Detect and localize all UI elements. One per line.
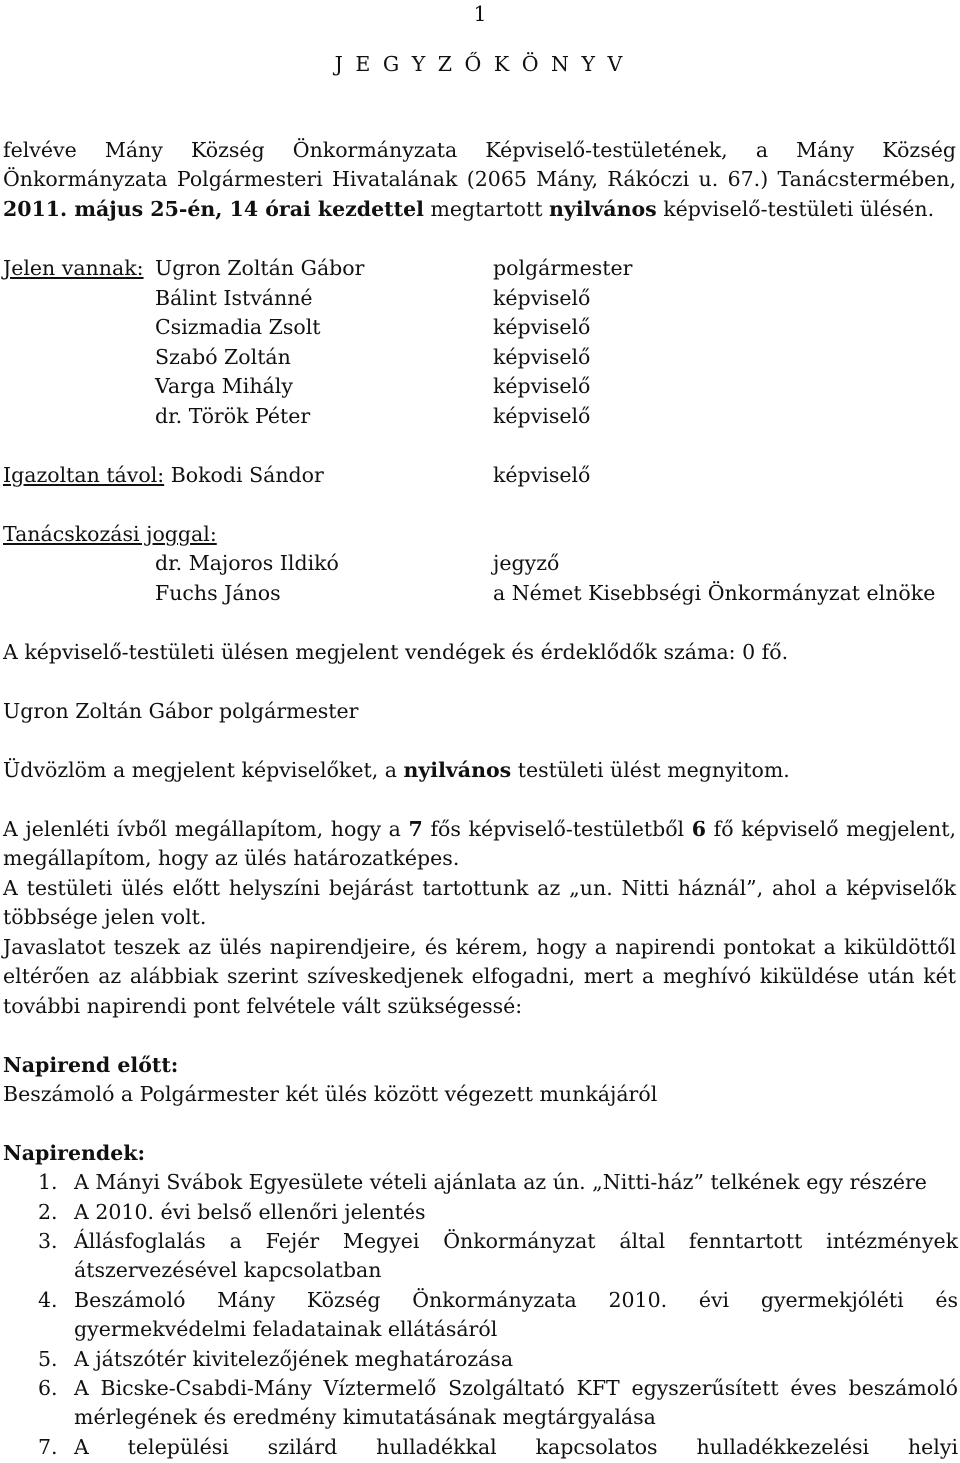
pre-agenda-label: Napirend előtt: <box>3 1053 179 1077</box>
agenda-text: A játszótér kivitelezőjének meghatározása <box>74 1347 514 1371</box>
members-present: 6 <box>691 817 706 841</box>
intro-line-3 <box>3 195 956 224</box>
advisory-role: a Német Kisebbségi Önkormányzat elnöke <box>493 581 936 605</box>
attendee-row <box>0 313 960 343</box>
agenda-number: 7. <box>38 1435 58 1459</box>
member-total: 7 <box>408 817 423 841</box>
proposal-line-1: Javaslatot teszek az ülés napirendjeire, és kérem, hogy a napirendi pontokat a kiküldöttől <box>3 935 956 959</box>
proposal-line-2: eltérően az alábbiak szerint szíveskedjenek elfogadni, mert a meghívó kiküldése után két <box>3 964 956 988</box>
meeting-date: 2011. május 25-én, 14 órai kezdettel <box>3 197 424 221</box>
attendee-name: Csizmadia Zsolt <box>155 315 321 339</box>
attendee-role: képviselő <box>493 374 591 398</box>
intro-end: képviselő-testületi ülésén. <box>656 197 935 221</box>
pre-agenda-item: Beszámoló a Polgármester két ülés között végezett munkájáról <box>3 1082 658 1106</box>
attendee-name: Bálint Istvánné <box>155 286 313 310</box>
advisory-row <box>0 579 960 609</box>
agenda-text: A Bicske-Csabdi-Mány Víztermelő Szolgáltató KFT egyszerűsített éves beszámoló <box>74 1376 958 1400</box>
attendee-row <box>0 284 960 314</box>
agenda-number: 3. <box>38 1229 58 1253</box>
attendee-role: képviselő <box>493 404 591 428</box>
attendee-name: dr. Török Péter <box>155 404 311 428</box>
attendee-role: polgármester <box>493 256 633 280</box>
agenda-text: A Mányi Svábok Egyesülete vételi ajánlata az ún. „Nitti-ház” telkének egy részére <box>74 1170 927 1194</box>
agenda-number: 4. <box>38 1288 58 1312</box>
attendee-name: Varga Mihály <box>155 374 293 398</box>
page-number: 1 <box>473 2 487 26</box>
absent-row <box>0 461 960 491</box>
present-label: Jelen vannak: <box>3 256 144 280</box>
absent-label-and-name <box>3 461 324 490</box>
speaker-heading: Ugron Zoltán Gábor polgármester <box>3 699 359 723</box>
advisory-role: jegyző <box>493 551 560 575</box>
attendee-row <box>0 402 960 432</box>
attendee-role: képviselő <box>493 315 591 339</box>
proposal-line-3: további napirendi pont felvétele vált szükségessé: <box>3 994 523 1018</box>
quorum-line-1: A jelenléti ívből megállapítom, hogy a 7 fős képviselő-testületből 6 fő képviselő megjelent, <box>3 817 957 841</box>
site-visit-line-2: többsége jelen volt. <box>3 905 207 929</box>
agenda-text: A települési szilárd hulladékkal kapcsolatos hulladékkezelési helyi <box>74 1435 958 1459</box>
greeting-bold: nyilvános <box>403 758 512 782</box>
meeting-type: nyilvános <box>549 197 657 221</box>
attendee-row <box>0 343 960 373</box>
attendee-role: képviselő <box>493 286 591 310</box>
document-title: J E G Y Z Ő K Ö N Y V <box>334 52 626 76</box>
agenda-label: Napirendek: <box>3 1141 146 1165</box>
guests-line: A képviselő-testületi ülésen megjelent vendégek és érdeklődők száma: 0 fő. <box>3 640 789 664</box>
advisory-label: Tanácskozási joggal: <box>3 522 217 546</box>
agenda-number: 1. <box>38 1170 58 1194</box>
advisory-label-row <box>0 520 960 550</box>
advisory-name: Fuchs János <box>155 581 281 605</box>
agenda-text-continued: átszervezésével kapcsolatban <box>74 1258 382 1282</box>
agenda-number: 5. <box>38 1347 58 1371</box>
agenda-number: 2. <box>38 1200 58 1224</box>
quorum-line-2: megállapítom, hogy az ülés határozatképes. <box>3 846 460 870</box>
attendee-name: Szabó Zoltán <box>155 345 291 369</box>
agenda-text-continued: gyermekvédelmi feladatainak ellátásáról <box>74 1317 498 1341</box>
intro-mid: megtartott <box>423 197 549 221</box>
attendee-role: képviselő <box>493 345 591 369</box>
attendee-row <box>0 254 960 284</box>
agenda-number: 6. <box>38 1376 58 1400</box>
intro-line-2: Önkormányzata Polgármesteri Hivatalának (2065 Mány, Rákóczi u. 67.) Tanácstermében, <box>3 167 956 191</box>
absent-name: Bokodi Sándor <box>170 463 324 487</box>
absent-label: Igazoltan távol: <box>3 463 165 487</box>
agenda-text: Beszámoló Mány Község Önkormányzata 2010. évi gyermekjóléti és <box>74 1288 958 1312</box>
agenda-text-continued: mérlegének és eredmény kimutatásának megtárgyalása <box>74 1405 656 1429</box>
advisory-row <box>0 549 960 579</box>
agenda-text: A 2010. évi belső ellenőri jelentés <box>74 1200 426 1224</box>
advisory-name: dr. Majoros Ildikó <box>155 551 339 575</box>
intro-line-1: felvéve Mány Község Önkormányzata Képviselő-testületének, a Mány Község <box>3 138 956 162</box>
site-visit-line-1: A testületi ülés előtt helyszíni bejárást tartottunk az „un. Nitti háznál”, ahol a képviselők <box>3 876 956 900</box>
greeting-line: Üdvözlöm a megjelent képviselőket, a nyilvános testületi ülést megnyitom. <box>3 758 790 782</box>
absent-role: képviselő <box>493 463 591 487</box>
attendee-row <box>0 372 960 402</box>
attendee-name: Ugron Zoltán Gábor <box>155 256 365 280</box>
agenda-text: Állásfoglalás a Fejér Megyei Önkormányzat által fenntartott intézmények <box>74 1229 958 1253</box>
